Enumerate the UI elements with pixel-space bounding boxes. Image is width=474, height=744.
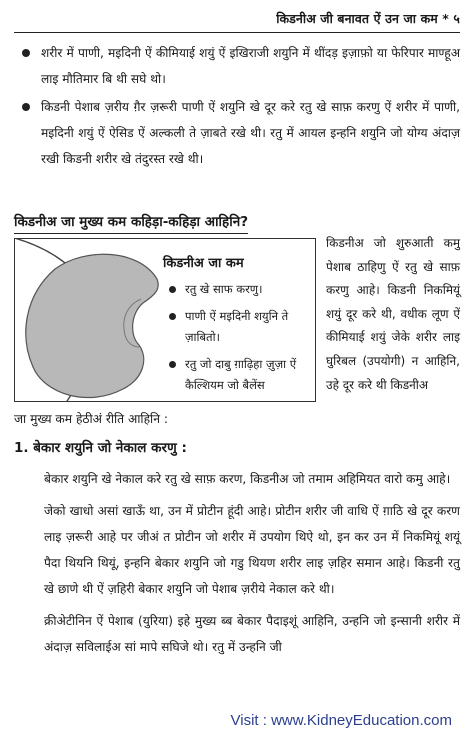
subsection-heading: 1. बेकार शयुनि जो नेकाल करणु : <box>14 440 187 456</box>
running-head: किडनीअ जी बनावत ऐं उन जा कम * ५ <box>276 11 460 26</box>
intro-bullet-list <box>14 40 460 174</box>
body-paragraph: क्रीअेटीनिन ऐं पेशाब (युरिया) इहे मुख्य ब्ब बेकार पैदाइशूं आहिनि, उन्हनि जो इन्सानी शरीर में अंदाज़ सविलाईअ सां मापे सघिजे थो। रतु में उन्हनि जी <box>44 614 460 654</box>
bullet-text: शरीर में पाणी, मइदिनी ऐं कीमियाई शयुं ऐं इखिराजी शयुनि में थींदड़ इज़ाफ़ो या फेरिपार माण्हूअ लाइ मौतिमार बि थी सघे थो। <box>41 46 460 86</box>
bullet-dot-icon <box>22 103 30 111</box>
subsection-body <box>44 466 460 666</box>
bullet-text: किडनी पेशाब ज़रीय ग़ैर ज़रूरी पाणी ऐं शयुनि खे दूर करे रतु खे साफ़ करणु ऐं शरीर में पाणी, मइदिनी शयुं ऐं ऐसिड ऐं अल्कली ते ज़ाबते रखे थी। रतु में आयल इन्हनि शयुनि जो योग्य अंदाज़ रखी किडनी शरीर खे तंदुरस्त रखे थी। <box>41 100 460 166</box>
figure-item-text: रतु खे साफ करणु। <box>185 282 263 296</box>
kidney-functions-figure <box>14 238 316 402</box>
bullet-dot-icon <box>169 313 176 320</box>
bullet-dot-icon <box>169 286 176 293</box>
bullet-dot-icon <box>169 361 176 368</box>
figure-list-item <box>167 306 313 348</box>
bullet-dot-icon <box>22 49 30 57</box>
figure-list-item <box>167 279 313 300</box>
kidney-illustration-icon <box>15 239 165 402</box>
section-heading: किडनीअ जा मुख्य कम कहिड़ा-कहिड़ा आहिनि? <box>14 212 248 234</box>
footer-visit-link[interactable]: Visit : www.KidneyEducation.com <box>230 712 452 729</box>
body-paragraph: जेको खाधो असां खाऊँ था, उन में प्रोटीन हूंदी आहे। प्रोटीन शरीर जी वाधि ऐं ग़ाठि खे दूर करण लाइ ज़रूरी आहे पर जीअं त प्रोटीन जो शरीर में उपयोग थिऐ थो, इन कर उन में निकमियूं शयूं पैदा थियनि थियूं, इन्हनि बेकार शयुनि जो गडु थियण शरीर लाइ ज़हिर समान आहे। किडनी रतु खे छाणे थी ऐं ज़हिरी बेकार शयुनि जो पेशाब ज़रीये नेकाल करे थी। <box>44 504 460 596</box>
figure-item-text: पाणी ऐं मइदिनी शयुनि ते ज़ाबितो। <box>185 309 289 344</box>
figure-list <box>167 279 313 402</box>
header-rule <box>14 32 460 33</box>
figure-list-item <box>167 354 313 396</box>
bullet-item <box>14 40 460 92</box>
figure-item-text: रतु जो दाबु ग़ाढ़िहा ज़ुज़ा ऐं कैल्शियम जो बैलेंस <box>185 357 297 392</box>
side-paragraph: किडनीअ जो शुरुआती कमु पेशाब ठाहिणु ऐं रतु खे साफ़ करणु आहे। किडनी निकमियूं शयुं दूर करे थी, वधीक लूण ऐं कीमियाई शयुं जेके शरीर लाइ घुरिबल (उपयोगी) न आहिनि, उहे दूर करे थी किडनीअ <box>326 236 460 392</box>
figure-title: किडनीअ जा कम <box>163 256 244 271</box>
bullet-item <box>14 94 460 172</box>
continuation-line: जा मुख्य कम हेठीअं रीति आहिनि : <box>14 412 168 426</box>
body-paragraph: बेकार शयुनि खे नेकाल करे रतु खे साफ़ करण, किडनीअ जो तमाम अहिमियत वारो कमु आहे। <box>44 472 451 486</box>
